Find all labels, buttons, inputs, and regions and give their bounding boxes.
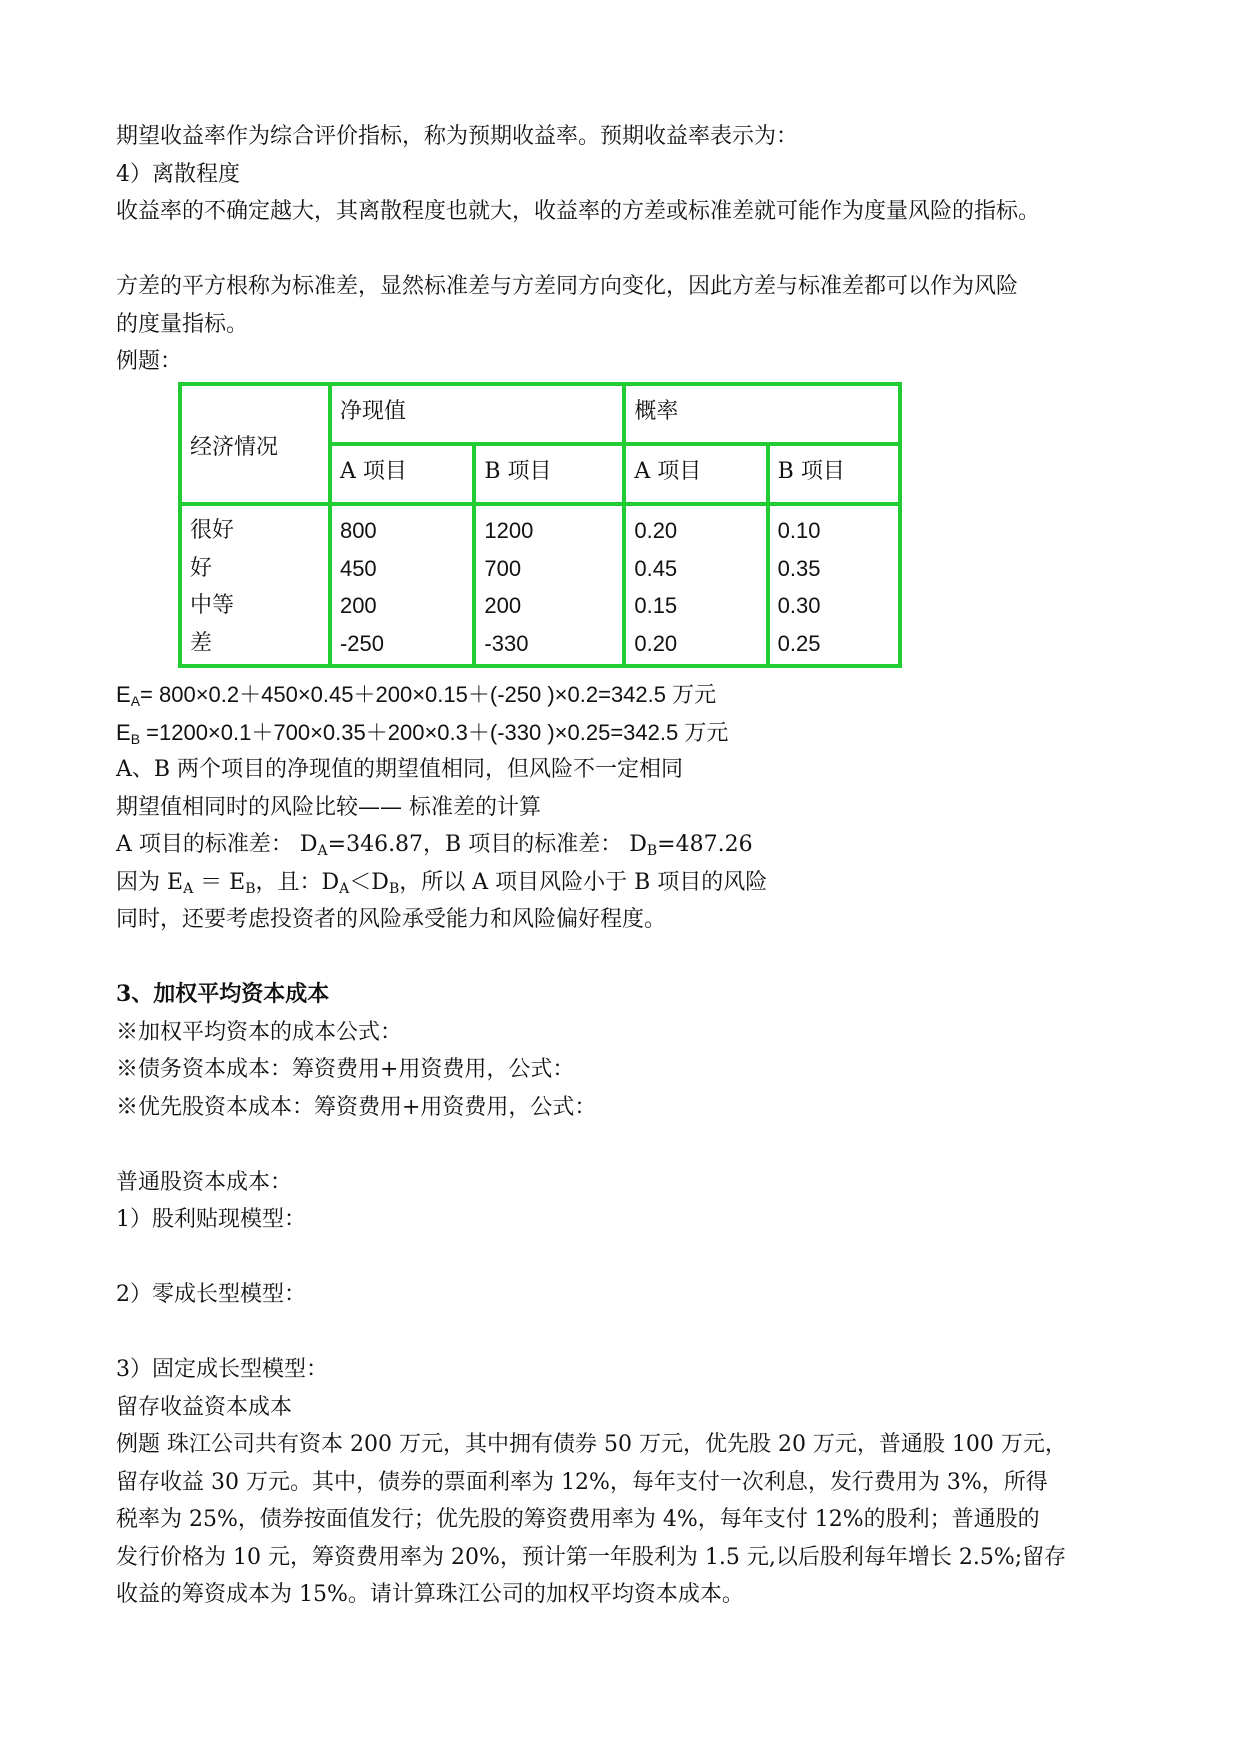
text-line: 4）离散程度 bbox=[116, 161, 240, 187]
table-cell: 0.25 bbox=[777, 630, 821, 656]
prob-a-column bbox=[624, 504, 767, 666]
state-column bbox=[180, 504, 330, 666]
text-line: 例题 珠江公司共有资本 200 万元，其中拥有债券 50 万元，优先股 20 万元，普通股 100 万元， bbox=[116, 1432, 1067, 1457]
table-cell: 0.45 bbox=[634, 555, 678, 581]
text-line: 收益率的不确定越大，其离散程度也就大，收益率的方差或标准差就可能作为度量风险的指标。 bbox=[116, 199, 1041, 224]
npv-b-column bbox=[474, 504, 624, 666]
text-line: 收益的筹资成本为 15%。请计算珠江公司的加权平均资本成本。 bbox=[116, 1582, 744, 1607]
table-cell: -250 bbox=[339, 630, 384, 656]
text-line: 同时，还要考虑投资者的风险承受能力和风险偏好程度。 bbox=[116, 907, 667, 932]
sub-header-b: B 项目 bbox=[768, 444, 900, 504]
npv-a-column bbox=[330, 504, 474, 666]
table-cell: 450 bbox=[339, 555, 377, 581]
blank-line bbox=[116, 1126, 1126, 1164]
text-line: 的度量指标。 bbox=[116, 311, 249, 337]
formula-block bbox=[116, 676, 1126, 1614]
table-cell: 700 bbox=[484, 555, 522, 581]
header-npv: 净现值 bbox=[330, 384, 624, 444]
text-line: ※债务资本成本：筹资费用+用资费用，公式： bbox=[116, 1057, 575, 1082]
table-cell: 0.30 bbox=[777, 593, 821, 618]
formula-eb: $E_B =1200\times 0.1+700\times 0.35+200\times 0.3+(-330$ )×0.25=342.5 万元 bbox=[116, 719, 729, 747]
text-line: 例题： bbox=[116, 349, 183, 374]
table-cell: 很好 bbox=[190, 518, 235, 543]
text-line: 期望收益率作为综合评价指标，称为预期收益率。预期收益率表示为： bbox=[116, 124, 799, 149]
prob-b-column bbox=[768, 504, 900, 666]
formula-ea: $E_A= 800\times 0.2+450\times 0.45+200\times 0.15+(-250$ )×0.2=342.5 万元 bbox=[116, 682, 717, 709]
table-cell: 200 bbox=[339, 593, 377, 618]
table-cell: 0.10 bbox=[777, 518, 821, 543]
document-page bbox=[116, 118, 1126, 1607]
text-line: 期望值相同时的风险比较—— 标准差的计算 bbox=[116, 794, 541, 820]
table-cell: -330 bbox=[484, 630, 529, 656]
table-cell: 0.20 bbox=[634, 518, 678, 543]
text-line: 方差的平方根称为标准差，显然标准差与方差同方向变化，因此方差与标准差都可以作为风险 bbox=[116, 274, 1019, 299]
text-line: 税率为 25%，债券按面值发行；优先股的筹资费用率为 4%，每年支付 12%的股利；普通股的 bbox=[116, 1507, 1040, 1532]
header-economy: 经济情况 bbox=[180, 384, 330, 504]
example-table bbox=[178, 382, 902, 668]
table-cell: 0.20 bbox=[634, 630, 678, 656]
table-cell: 0.15 bbox=[634, 593, 678, 618]
because-line: 因为 $E_A = E_B$，且：$D_A<D_B$，所以 A 项目风险小于 B 项目的风险 bbox=[116, 869, 768, 897]
sub-header-b: B 项目 bbox=[474, 444, 624, 504]
text-line: ※优先股资本成本：筹资费用+用资费用，公式： bbox=[116, 1094, 597, 1120]
text-line: 3）固定成长型模型： bbox=[116, 1357, 328, 1382]
text-line: 留存收益资本成本 bbox=[116, 1394, 293, 1420]
text-line: 2）零成长型模型： bbox=[116, 1282, 306, 1307]
std-line: A 项目的标准差： $D_A=346.87$，B 项目的标准差： $D_B=487.26$ bbox=[116, 832, 753, 859]
text-line: 1）股利贴现模型： bbox=[116, 1207, 306, 1232]
blank-line bbox=[116, 1314, 1126, 1352]
text-line: 普通股资本成本： bbox=[116, 1169, 293, 1195]
table-cell: 1200 bbox=[484, 518, 534, 543]
table-cell: 差 bbox=[190, 630, 213, 656]
section-title: 3、加权平均资本成本 bbox=[116, 981, 330, 1007]
blank-line bbox=[116, 939, 1126, 977]
sub-header-a: A 项目 bbox=[624, 444, 767, 504]
table-cell: 200 bbox=[484, 593, 522, 618]
table-cell: 0.35 bbox=[777, 555, 821, 581]
table-cell: 800 bbox=[339, 518, 377, 543]
blank-line bbox=[116, 1239, 1126, 1277]
text-line: A、B 两个项目的净现值的期望值相同，但风险不一定相同 bbox=[116, 757, 684, 782]
sub-header-a: A 项目 bbox=[330, 444, 474, 504]
blank-line bbox=[116, 231, 1126, 269]
text-line: ※加权平均资本的成本公式： bbox=[116, 1019, 403, 1045]
table-cell: 中等 bbox=[190, 593, 235, 618]
text-line: 发行价格为 10 元，筹资费用率为 20%，预计第一年股利为 1.5 元,以后股利每年增长 2.5%;留存 bbox=[116, 1544, 1067, 1570]
header-prob: 概率 bbox=[624, 384, 900, 444]
text-line: 留存收益 30 万元。其中，债券的票面利率为 12%，每年支付一次利息，发行费用为 3%，所得 bbox=[116, 1469, 1048, 1495]
table-cell: 好 bbox=[190, 555, 213, 581]
